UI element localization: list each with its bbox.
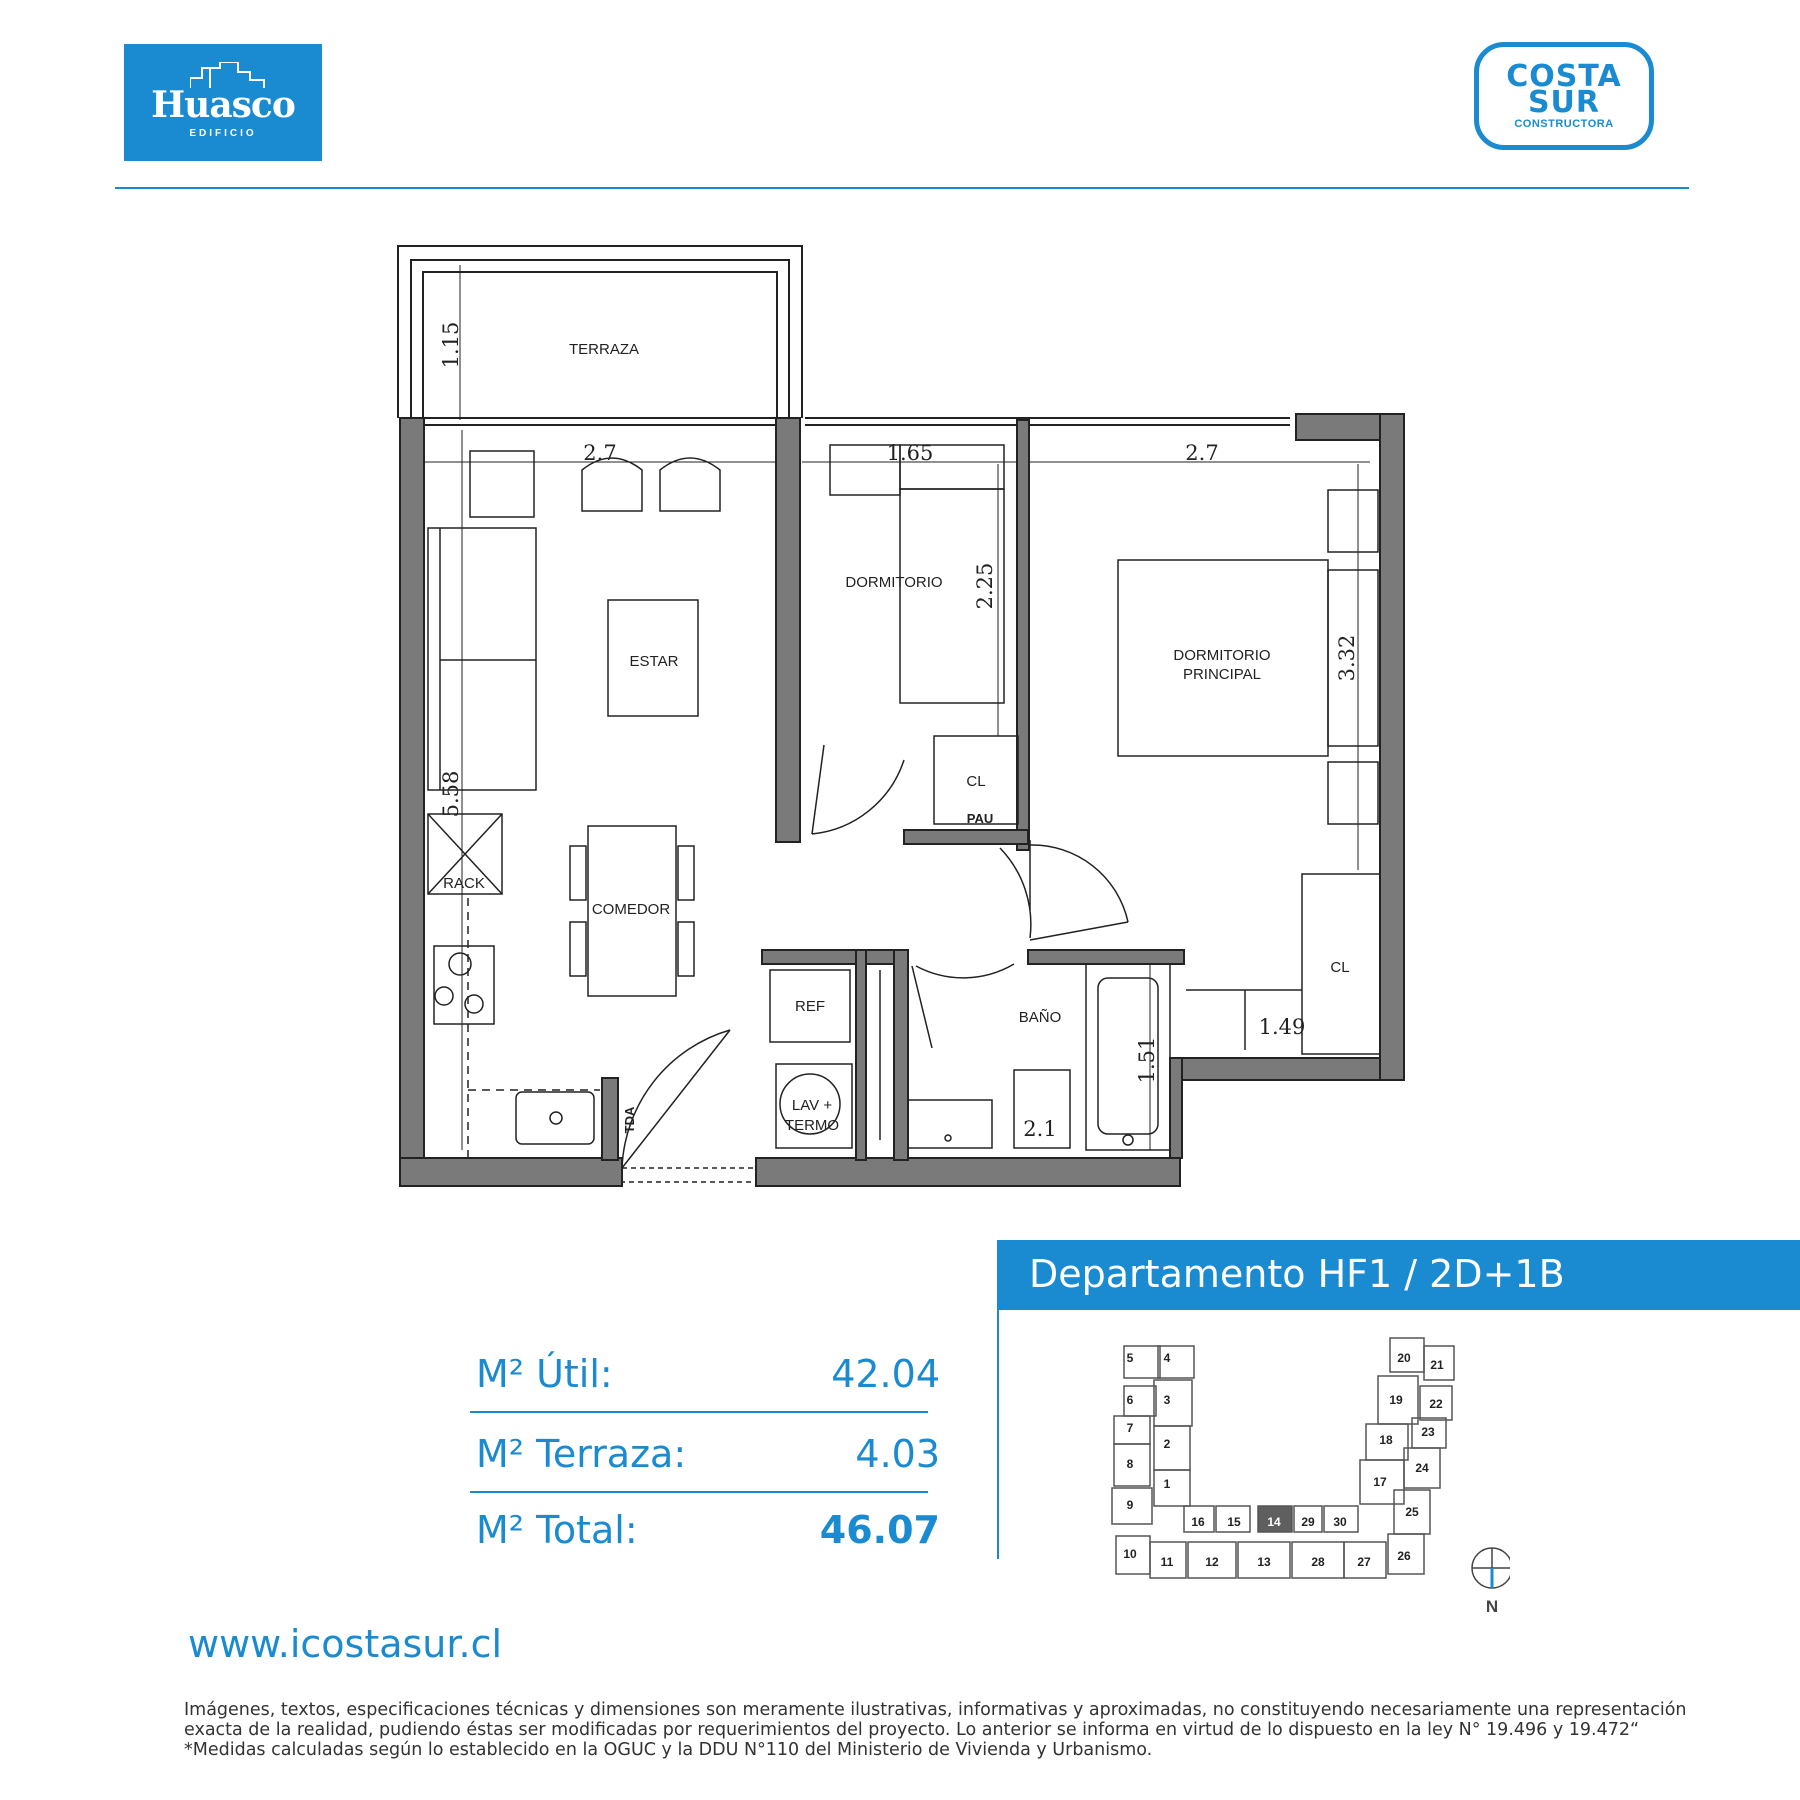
label-cl-principal: CL (1330, 959, 1350, 976)
unit-title: Departamento HF1 / 2D+1B (1029, 1252, 1565, 1296)
north-label: N (1485, 1597, 1499, 1616)
label-principal-1: DORMITORIO (1173, 647, 1271, 664)
dim-principal-width: 2.7 (1185, 441, 1219, 465)
unit-number: 6 (1126, 1393, 1134, 1407)
label-lav-1: LAV + (791, 1097, 833, 1114)
north-arrow-icon (1472, 1548, 1510, 1588)
unit-number: 3 (1163, 1393, 1171, 1407)
unit-number: 21 (1430, 1358, 1444, 1372)
unit-number: 14 (1267, 1515, 1281, 1529)
floor-plan (380, 230, 1420, 1200)
label-tda: TDA (622, 1106, 637, 1134)
area-divider (470, 1491, 928, 1493)
huasco-logo (124, 44, 322, 161)
unit-number: 30 (1333, 1515, 1347, 1529)
unit-number: 8 (1126, 1457, 1134, 1471)
dim-living-width: 2.7 (583, 441, 617, 465)
unit-number: 1 (1163, 1477, 1171, 1491)
unit-block (1154, 1426, 1190, 1470)
area-terraza-value: 4.03 (855, 1432, 940, 1476)
unit-number: 9 (1126, 1498, 1134, 1512)
unit-number: 18 (1379, 1433, 1393, 1447)
key-plan (1100, 1328, 1510, 1618)
costa-sur-logo (1474, 42, 1654, 150)
area-terraza-row (476, 1432, 940, 1492)
unit-number: 7 (1126, 1421, 1134, 1435)
unit-number: 22 (1429, 1397, 1443, 1411)
logo-line2: SUR (1527, 85, 1601, 120)
dim-living-depth: 5.58 (439, 770, 463, 818)
dim-dorm-width: 1.65 (886, 441, 934, 465)
unit-number: 23 (1421, 1425, 1435, 1439)
unit-number: 28 (1311, 1555, 1325, 1569)
area-total-row (476, 1508, 940, 1568)
unit-number: 16 (1191, 1515, 1205, 1529)
unit-block (1154, 1470, 1190, 1506)
label-principal-2: PRINCIPAL (1182, 666, 1262, 683)
area-util-label: M² Útil: (476, 1352, 613, 1396)
label-estar: ESTAR (629, 653, 679, 670)
unit-number: 12 (1205, 1555, 1219, 1569)
logo-sub: EDIFICIO (189, 128, 257, 139)
label-ref: REF (795, 998, 825, 1015)
unit-number: 26 (1397, 1549, 1411, 1563)
label-comedor: COMEDOR (591, 901, 671, 918)
label-cl-dormitorio: CL (966, 773, 986, 790)
unit-number: 11 (1160, 1555, 1174, 1569)
website-link[interactable]: www.icostasur.cl (188, 1622, 503, 1666)
label-bano: BAÑO (1018, 1009, 1062, 1026)
banner-divider (997, 1310, 999, 1559)
label-rack: RACK (443, 875, 485, 892)
unit-number: 5 (1126, 1351, 1134, 1365)
dim-terraza-depth: 1.15 (439, 321, 463, 369)
disclaimer-text: Imágenes, textos, especificaciones técnicas y dimensiones son meramente ilustrativas, informativas y aproximadas, no constituyendo necesariamente una representación exacta de la realidad, pudiendo éstas ser modificadas por requerimientos del proyecto. Lo anterior se informa en virtud de lo dispuesto en la ley N° 19.496 y 19.472“ *Medidas calculadas según lo establecido en la OGUC y la DDU N°110 del Ministerio de Vivienda y Urbanismo. (184, 1700, 1687, 1760)
unit-block (1154, 1380, 1192, 1426)
unit-number: 29 (1301, 1515, 1315, 1529)
unit-number: 25 (1405, 1505, 1419, 1519)
area-divider (470, 1411, 928, 1413)
dim-principal-depth: 3.32 (1335, 634, 1359, 682)
area-total-label: M² Total: (476, 1508, 638, 1552)
dim-cl-width: 1.49 (1258, 1015, 1306, 1039)
unit-number: 17 (1373, 1475, 1387, 1489)
area-util-value: 42.04 (831, 1352, 940, 1396)
unit-number: 15 (1227, 1515, 1241, 1529)
area-total-value: 46.07 (819, 1508, 940, 1552)
unit-number: 24 (1415, 1461, 1429, 1475)
label-pau: PAU (966, 811, 994, 826)
header-divider (115, 187, 1689, 189)
area-util-row (476, 1352, 940, 1412)
unit-number: 27 (1357, 1555, 1371, 1569)
logo-line3: CONSTRUCTORA (1514, 118, 1614, 130)
dim-bano-depth: 1.51 (1135, 1036, 1159, 1084)
logo-line1: COSTA (1506, 59, 1622, 94)
logo-word: Huasco (151, 84, 295, 126)
unit-number: 19 (1389, 1393, 1403, 1407)
label-lav-2: TERMO (784, 1117, 840, 1134)
unit-number: 4 (1163, 1351, 1171, 1365)
unit-number: 13 (1257, 1555, 1271, 1569)
area-terraza-label: M² Terraza: (476, 1432, 687, 1476)
dim-dorm-depth: 2.25 (973, 562, 997, 610)
unit-number: 20 (1397, 1351, 1411, 1365)
unit-number: 10 (1123, 1547, 1137, 1561)
unit-banner (997, 1240, 1800, 1310)
label-dormitorio: DORMITORIO (845, 574, 943, 591)
unit-number: 2 (1163, 1437, 1171, 1451)
dim-bano-width: 2.1 (1023, 1117, 1057, 1141)
label-terraza: TERRAZA (568, 341, 640, 358)
